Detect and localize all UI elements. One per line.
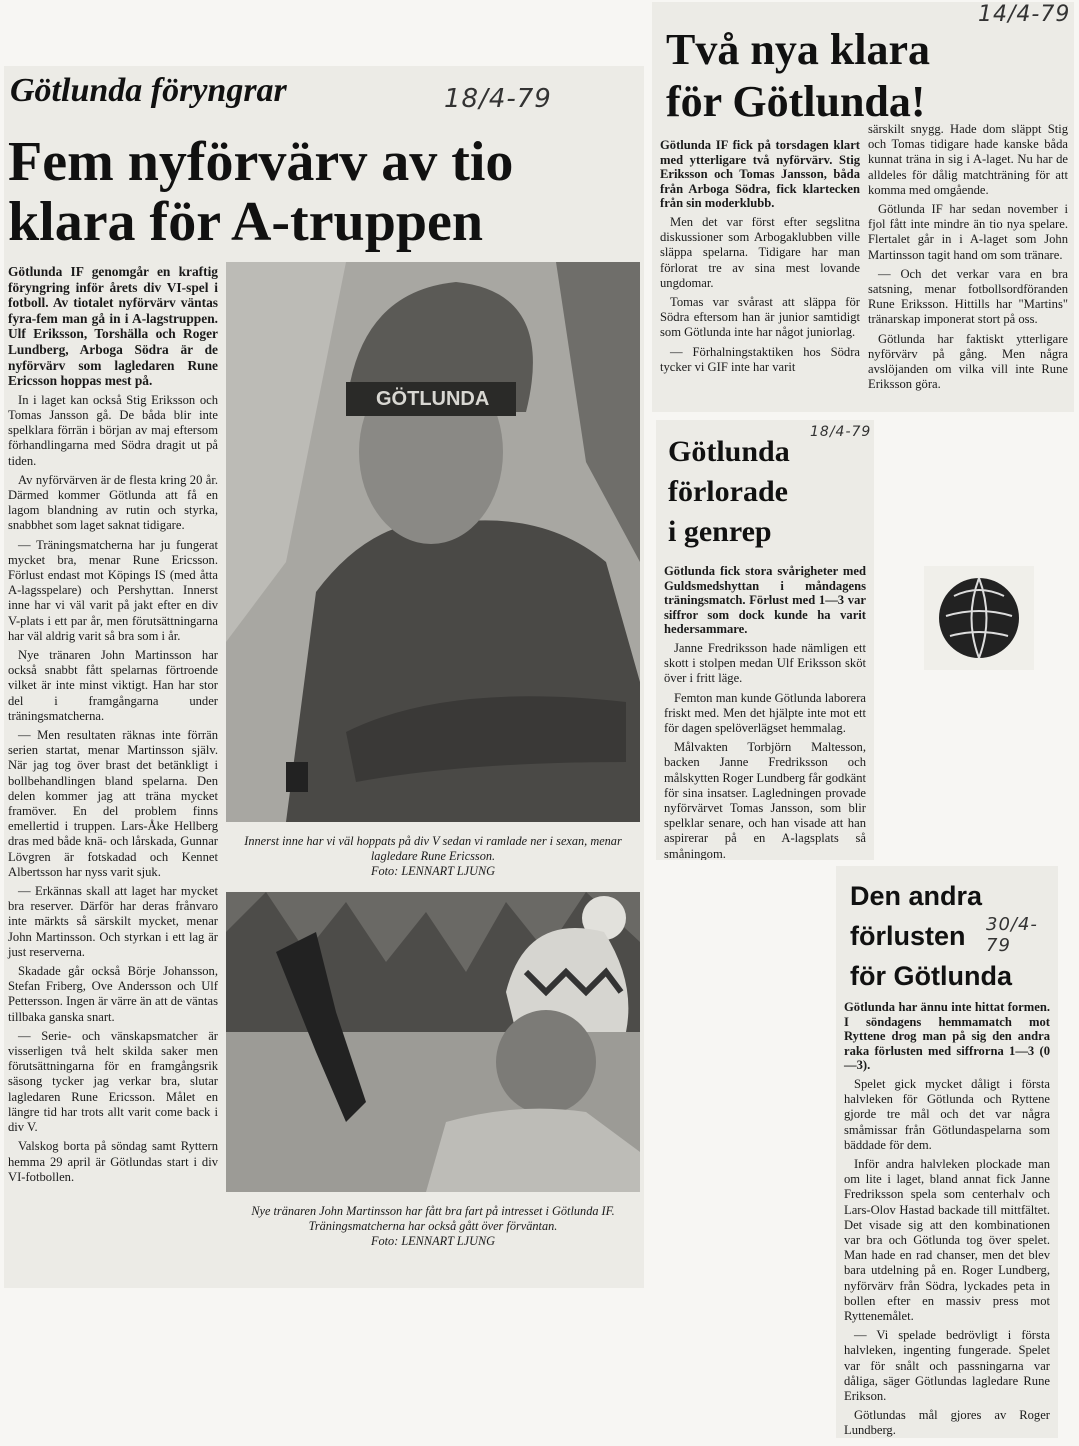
handwritten-date: 18/4-79: [810, 424, 872, 440]
paragraph: — Erkännas skall att laget har mycket bra reserver. Därför har deras frånvaro inte märkts så särskilt mycket, menar John Martinsson. Och styrkan i ett lag är just reserverna.: [8, 884, 218, 959]
paragraph: Femton man kunde Götlunda laborera friskt med. Men det hjälpte inte mot ett för dagen spelöverlägset hemmalag.: [664, 690, 866, 735]
paragraph: — Förhalningstaktiken hos Södra tycker vi GIF inte har varit: [660, 344, 860, 374]
photo-illustration: [226, 892, 640, 1192]
paragraph: Målvakten Torbjörn Maltesson, backen Janne Fredriksson och målskytten Roger Lundberg får godkänt för sina insatser. Lagledningen provade nyförvärvet Tomas Jansson, som blir spelklar senare, och han visade att han aspirerar på en A-lagsplats så småningom.: [664, 740, 866, 860]
paragraph: Skadade går också Börje Johansson, Stefan Friberg, Ove Andersson och Ulf Pettersson. Ingen är värre än att de väntas tillbaka ganska snart.: [8, 964, 218, 1024]
headline-line-3: för Götlunda: [850, 961, 1012, 991]
football-icon: [924, 566, 1034, 670]
headline-line-1: Två nya klara: [666, 25, 931, 74]
photo2-caption-block: [226, 1200, 640, 1249]
lead-paragraph: Götlunda fick stora svårigheter med Guldsmedshyttan i måndagens träningsmatch. Förlust med 1—3 var siffror som dock kunde ha varit hedersammare.: [664, 564, 866, 637]
kicker: Götlunda föryngrar: [10, 72, 287, 109]
text: [844, 1000, 1050, 1438]
paragraph: Götlundas mål gjores av Roger Lundberg.: [844, 1408, 1050, 1438]
headline-line-2: förlusten: [850, 921, 966, 951]
headline-line-1: Den andra: [850, 881, 983, 911]
photo-rune-ericsson: [226, 262, 640, 822]
headline-line-3: i genrep: [668, 515, 772, 548]
article-text-column: [8, 264, 218, 1189]
photo-illustration: [226, 262, 640, 822]
paragraph: — Men resultaten räknas inte förrän serien startat, menar Martinsson själv. När jag tog över brast det betänkligt i bollbehandlingen bland spelarna. Den delen kommer jag att träna mycket framöver. En del problem finns emellertid i truppen. Lars-Åke Hellberg dras med både knä- och lårskada, Gunnar Lövgren är fotskadad och Kennet Albertsson har nyss varit sjuk.: [8, 728, 218, 879]
lead-paragraph: Götlunda IF genomgår en kraftig föryngring inför årets div VI-spel i fotboll. Av tiotalet nyförvärv väntas fyra-fem man gå in i A-lagstruppen. Ulf Eriksson, Torshälla och Roger Lundberg, Arboga Södra är de nyförvärv som lagledaren Rune Ericsson hoppas mest på.: [8, 264, 218, 389]
photo2-credit: Foto: LENNART LJUNG: [370, 1234, 496, 1248]
headline-line-2: förlorade: [668, 475, 788, 508]
paragraph: Götlunda IF har sedan november i fjol fått inte mindre än tio nya spelare. Flertalet går in i A-laget som John Martinsson tagit hand om som tränare.: [868, 202, 1068, 262]
cap-text: GÖTLUNDA: [376, 388, 490, 410]
paragraph: särskilt snygg. Hade dom släppt Stig och Tomas tidigare hade kanske båda kunnat träna in sig i A-laget. Nu har de alldeles för dålig matchträning för att komma med omgående.: [868, 122, 1068, 197]
article-genrep: [656, 420, 874, 860]
paragraph: Av nyförvärven är de flesta kring 20 år. Därmed kommer Götlunda att få en lagom blandning av rutin och styrka, snabbhet som laget saknat tidigare.: [8, 472, 218, 533]
text: [664, 564, 866, 860]
paragraph: — Serie- och vänskapsmatcher är visserligen två helt skilda saker men förutsättningarna för en framgångsrik säsong tycker jag verkar bra, slutar lagledaren Rune Ericsson. Målet en längre tid har trots allt varit come back i div V.: [8, 1028, 218, 1135]
headline-line-2: för Götlunda!: [666, 77, 926, 126]
main-headline: [8, 132, 640, 252]
paragraph: Valskog borta på söndag samt Ryttern hemma 29 april är Götlundas start i div VI-fotbollen.: [8, 1139, 218, 1184]
photo2-caption: Nye tränaren John Martinsson har fått bra fart på intresset i Götlunda IF. Träningsmatcherna har också gått över förväntan.: [251, 1204, 615, 1233]
headline: [850, 876, 1012, 996]
paragraph: — Vi spelade bedrövligt i första halvleken, ingenting fungerade. Spelet var för snålt och passningarna var dåliga, säger Götlundas lagledare Rune Erikson.: [844, 1328, 1050, 1404]
paragraph: Men det var först efter segslitna diskussioner som Arbogaklubben ville släppa spelarna. Tidigare har man förlorat tre av sina mest lovande ungdomar.: [660, 214, 860, 290]
paragraph: — Träningsmatcherna har ju fungerat mycket bra, menar Rune Ericsson. Förlust endast mot Köpings IS (med åtta A-lagsspelare) och Pershyttan. Innerst inne har vi väl varit på jakt efter en div V-plats i ett par år, men förutsättningarna har väl aldrig varit så bra som i år.: [8, 537, 218, 643]
football-clipping: [924, 566, 1034, 670]
handwritten-date: 14/4-79: [978, 2, 1071, 27]
paragraph: Tomas var svårast att släppa för Södra eftersom han är junior samtidigt som Götlunda inte har något juniorlag.: [660, 294, 860, 340]
headline-line-2: klara för A-truppen: [8, 191, 483, 253]
headline: [666, 24, 930, 128]
handwritten-date: 18/4-79: [444, 84, 552, 114]
paragraph: — Och det verkar vara en bra satsning, menar fotbollsordföranden Rune Eriksson. Hittills har "Martins" tränarskap imponerat stort på oss.: [868, 266, 1068, 327]
headline: [668, 432, 790, 552]
headline-line-1: Götlunda: [668, 435, 790, 468]
photo1-caption-block: [226, 830, 640, 879]
paragraph: Spelet gick mycket dåligt i första halvleken för Götlunda och Ryttene gjorde tre mål och det var några småmissar från Götlundaspelarna som bäddade för dem.: [844, 1076, 1050, 1152]
paragraph: Nye tränaren John Martinsson har också snabbt fått spelarnas förtroende vilket är inte minst viktigt. Han har stor del i framgångarna under träningsmatcherna.: [8, 648, 218, 723]
photo-john-martinsson: [226, 892, 640, 1192]
paragraph: In i laget kan också Stig Eriksson och Tomas Jansson gå. De båda blir inte spelklara förrän i början av maj eftersom förhandlingarna med Södra dragit ut på tiden.: [8, 392, 218, 468]
main-article-clipping: [4, 66, 644, 1288]
lead-paragraph: Götlunda IF fick på torsdagen klart med ytterligare två nyförvärv. Stig Eriksson och Tomas Jansson, båda från Arboga Södra, fick klartecken från sin moderklubb.: [660, 138, 860, 211]
headline-line-1: Fem nyförvärv av tio: [8, 131, 514, 193]
lead-paragraph: Götlunda har ännu inte hittat formen. I söndagens hemmamatch mot Ryttene drog man på sig den andra raka förlusten med siffrorna 1—3 (0—3).: [844, 1000, 1050, 1073]
handwritten-date: 30/4-79: [986, 914, 1038, 956]
paragraph: Götlunda har faktiskt ytterligare nyförvärv på gång. Men några avslöjanden om vilka vill inte Rune Eriksson göra.: [868, 331, 1068, 392]
column-1: [660, 138, 860, 379]
photo1-credit: Foto: LENNART LJUNG: [370, 864, 496, 878]
paragraph: Janne Fredriksson hade nämligen ett skott i stolpen medan Ulf Eriksson sköt över i fritt läge.: [664, 640, 866, 686]
article-forlust: [836, 866, 1058, 1438]
article-tva-nya-klara: [652, 2, 1074, 412]
column-2: [868, 122, 1068, 396]
photo1-caption: Innerst inne har vi väl hoppats på div V sedan vi ramlade ner i sexan, menar lagledare Rune Ericsson.: [244, 834, 622, 863]
paragraph: Inför andra halvleken plockade man om lite i laget, bland annat fick Janne Fredriksson spela som centerhalv och Lars-Olov Hastad backade till mittfältet. Det visade sig att den kombinationen var bra och Götlunda tog över spelet. Man hade en rad chanser, men det blev bara utdelning på en. Roger Lundberg, nyförvärv från Södra, lyckades peta in bollen efter en massiv press mot Ryttenemålet.: [844, 1156, 1050, 1324]
